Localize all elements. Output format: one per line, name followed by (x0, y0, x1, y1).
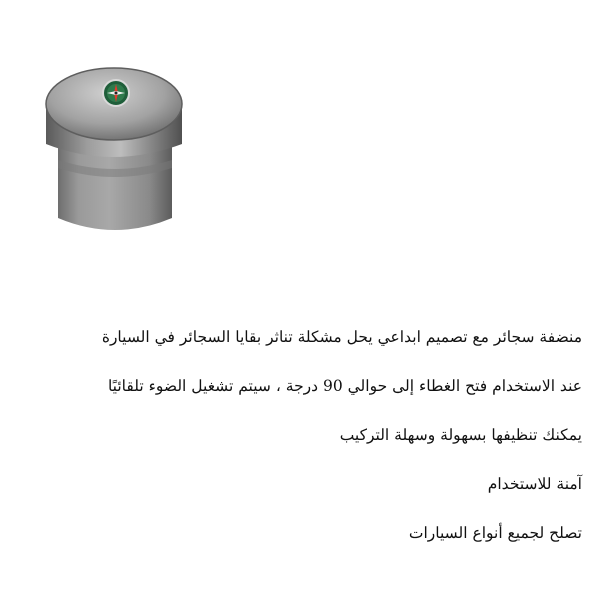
description-line: يمكنك تنظيفها بسهولة وسهلة التركيب (339, 426, 582, 444)
product-description (22, 326, 582, 571)
description-line: عند الاستخدام فتح الغطاء إلى حوالي 90 درجة ، سيتم تشغيل الضوء تلقائيًا (107, 377, 582, 395)
product-image (40, 60, 190, 240)
ashtray-illustration (40, 60, 190, 240)
description-line: تصلح لجميع أنواع السيارات (408, 524, 582, 542)
description-line: آمنة للاستخدام (487, 475, 582, 493)
description-line: منضفة سجائر مع تصميم ابداعي يحل مشكلة تناثر بقايا السجائر في السيارة (101, 328, 582, 346)
